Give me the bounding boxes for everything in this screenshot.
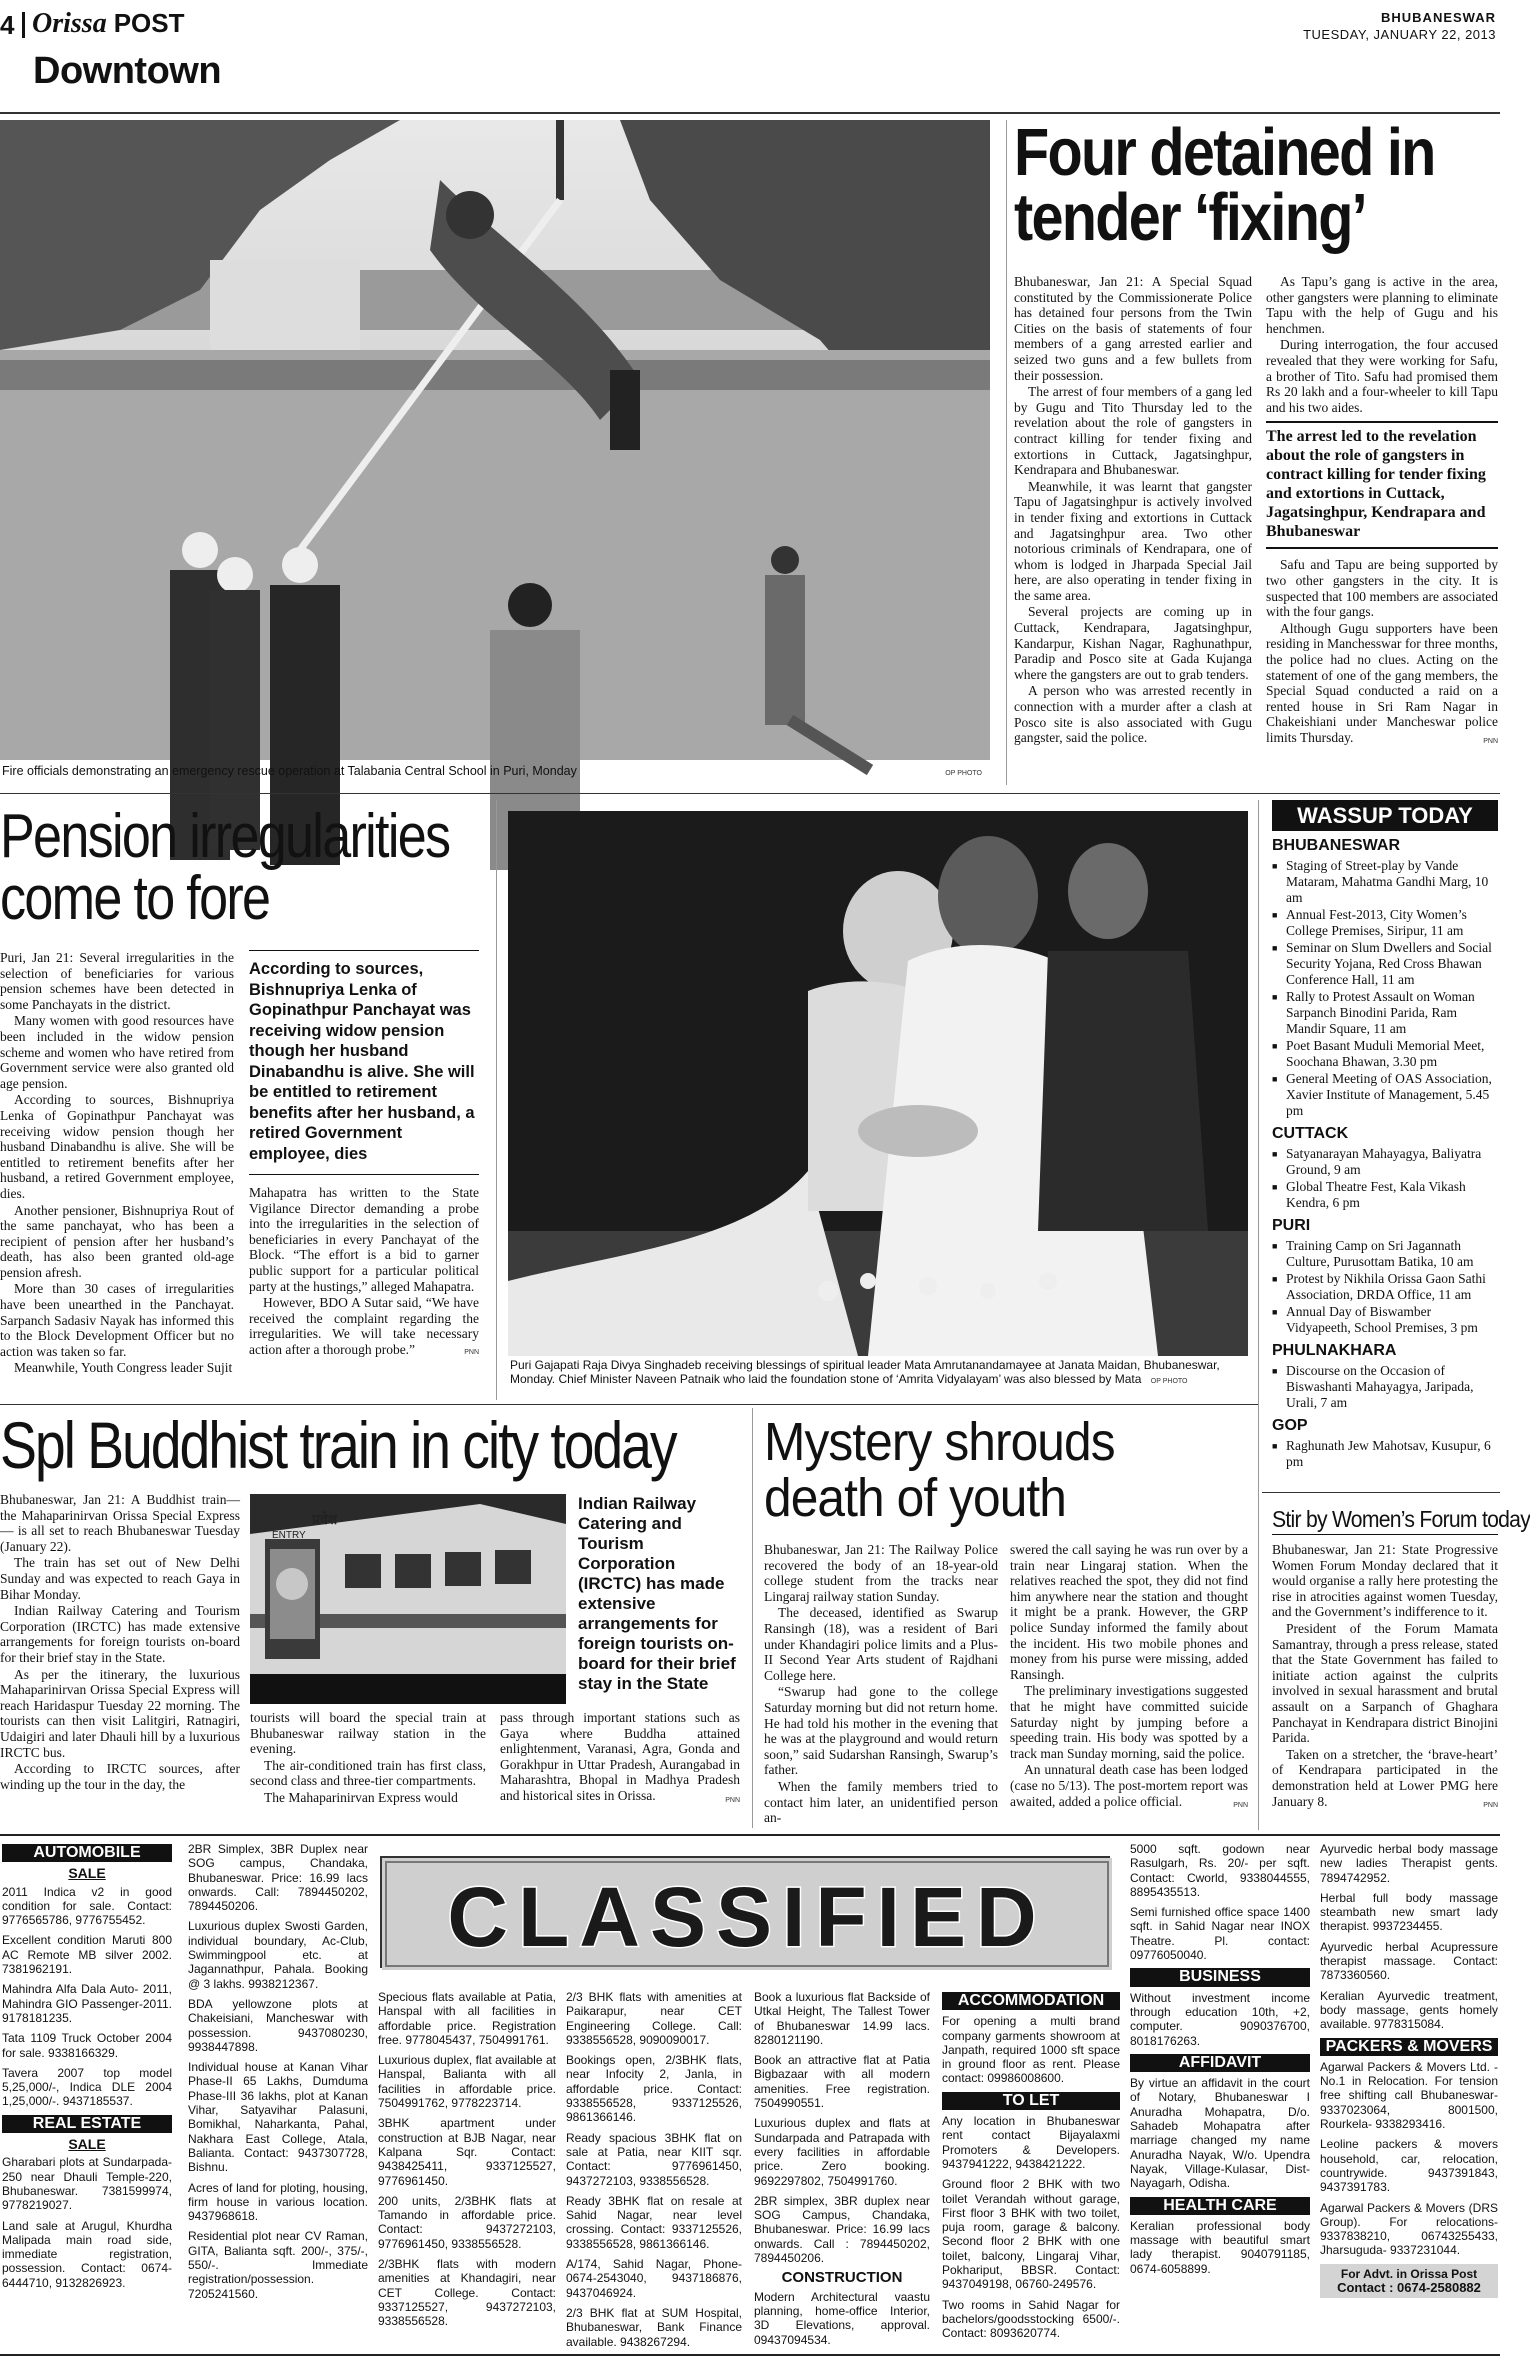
paragraph: Several projects are coming up in Cuttack, Kendrapara, Jagatsinghpur, Kandarpur, Kishan Nagar, Raghunathpur, Paradip and Posco site at Gada Kujanga where the gangsters are out to grab tenders. xyxy=(1014,604,1252,682)
caption-line: Puri Gajapati Raja Divya Singhadeb receiving blessings of spiritual leader Mata Amrutanandamayee at Janata Maidan, Bhubaneswar, xyxy=(510,1358,1220,1372)
classified-ad: Individual house at Kanan Vihar Phase-II 65 Lakhs, Dumduma Phase-III 36 lakhs, plot at Kanan Vihar, Satyavihar Palasuni, Bomikhal, Naharkanta, Pahal, Nakhara East College, Atala, Balianta. Contact: 9437307728, Bishnu. xyxy=(188,2060,368,2175)
column-rule xyxy=(752,1408,753,1828)
paragraph: As per the itinerary, the luxurious Mahaparinirvan Orissa Special Express will reach Haridaspur Tuesday 22 morning. The tourists can then visit Lalitgiri, Ratnagiri, Udaigiri and later Dhauli hill by a luxurious IRCTC bus. xyxy=(0,1666,240,1760)
classified-ad: For opening a multi brand company garments showroom at Janpath, required 1000 sft space in ground floor as rent. Please contact: 09986008600. xyxy=(942,2014,1120,2086)
wassup-city-name: PHULNAKHARA xyxy=(1272,1342,1397,1359)
event-item: ■ Staging of Street-play by Vande Mataram, Mahatma Gandhi Marg, 10 am xyxy=(1272,858,1498,906)
story2-headline xyxy=(0,802,470,933)
paragraph: The air-conditioned train has first class, second class and three-tier compartments. xyxy=(250,1757,486,1789)
category-band: HEALTH CARE xyxy=(1130,2197,1310,2215)
classified-ad: 200 units, 2/3BHK flats at Tamando in affordable price. Contact: 9437272103, 9776961450, 9338556528. xyxy=(378,2193,556,2251)
wassup-city-name: GOP xyxy=(1272,1417,1308,1434)
classified-ad: Ready 3BHK flat on resale at Sahid Nagar, near level crossing. Contact: 9337125526, 9338556528, 9861366146. xyxy=(566,2193,742,2251)
paragraph: Safu and Tapu are being supported by two other gangsters in the city. It is suspected that 100 members are associated with the four gangs. xyxy=(1266,557,1498,620)
classified-col1 xyxy=(2,1842,172,2296)
agency-tag: PNN xyxy=(464,1348,479,1356)
classified-ad: Ready spacious 3BHK flat on sale at Patia, near KIIT sqr. Contact: 9776961450, 9437272103, 9338556528. xyxy=(566,2130,742,2188)
classified-col7 xyxy=(1130,1842,1310,2282)
paragraph: Puri, Jan 21: Several irregularities in the selection of beneficiaries for various pension schemes have been detected in some Panchayats in the district. xyxy=(0,950,234,1012)
category-band: REAL ESTATE xyxy=(2,2115,172,2133)
story5-body xyxy=(1272,1542,1498,1814)
paragraph: The train has set out of New Delhi Sunday and was expected to reach Gaya in Bihar Monday. xyxy=(0,1555,240,1602)
classified-ad: Tavera 2007 top model 5,25,000/-, Indica DLE 2004 1,25,000/-. 9437185537. xyxy=(2,2065,172,2109)
paragraph: As Tapu’s gang is active in the area, other gangsters were planning to eliminate Tapu with the help of Gugu and his henchmen. xyxy=(1266,274,1498,336)
column-rule xyxy=(1006,120,1007,785)
classified-title: CLASSIFIED xyxy=(447,1870,1047,1964)
caption-line: Monday. Chief Minister Naveen Patnaik who laid the foundation stone of ‘Amrita Vidyalayam’ was also blessed by Mata xyxy=(510,1372,1142,1386)
paragraph: Another pensioner, Bishnupriya Rout of the same panchayat, who has been a recipient of pension after her husband’s death, has also been granted old-age pension afresh. xyxy=(0,1202,234,1280)
paragraph: tourists will board the special train at Bhubaneswar railway station in the evening. xyxy=(250,1710,486,1757)
event-item: ■ General Meeting of OAS Association, Xavier Institute of Management, 5.45 pm xyxy=(1272,1071,1498,1119)
classified-banner-art xyxy=(382,1858,1112,1970)
headline-line: death of youth xyxy=(764,1468,1067,1528)
classified-ad: BDA yellowzone plots at Chakeisiani, Mancheswar with possession. 9437080230, 9938447898. xyxy=(188,1996,368,2054)
story2-col1 xyxy=(0,950,234,1377)
train-photo xyxy=(250,1494,566,1704)
event-item: ■ Training Camp on Sri Jagannath Culture, Purusottam Batika, 10 am xyxy=(1272,1238,1498,1270)
story3-headline: Spl Buddhist train in city today xyxy=(0,1408,676,1482)
classified-ad: 2/3 BHK flats with amenities at Paikarapur, near CET Engineering College. Call: 9338556528, 9090090017. xyxy=(566,1990,742,2047)
masthead-rule xyxy=(0,112,1500,114)
paragraph: The Mahaparinirvan Express would xyxy=(264,1789,458,1805)
event-item: ■ Discourse on the Occasion of Biswashanti Mahayagya, Jaripada, Urali, 7 am xyxy=(1272,1363,1498,1411)
wassup-city xyxy=(1272,1217,1498,1336)
classified-ad: Gharabari plots at Sundarpada-250 near Dhauli Temple-220, Bhubaneswar. 7381599974, 9778219027. xyxy=(2,2155,172,2213)
paragraph: During interrogation, the four accused revealed that they were working for Safu, a brother of Tito. Safu had promised them Rs 20 lakh and a four-wheeler to kill Tapu and his two aides. xyxy=(1266,337,1498,415)
classified-ad: Keralian Ayurvedic treatment, body massage, gents homely available. 9778315084. xyxy=(1320,1988,1498,2032)
train-illustration xyxy=(250,1494,566,1704)
story4-col1 xyxy=(764,1542,998,1827)
event-item: ■ Seminar on Slum Dwellers and Social Security Yojana, Red Cross Bhawan Conference Hall, 11 am xyxy=(1272,940,1498,988)
paragraph: Meanwhile, it was learnt that gangster Tapu of Jagatsinghpur is actively involved in tender fixing and extortions in Cuttack and Jagatsinghpur area. Two other notorious criminals of Kendrapara, one of whom is lodged in Jharpada Special Jail here, are also operating in tender fixing in the same area. xyxy=(1014,478,1252,603)
classified-col6 xyxy=(942,1990,1120,2347)
paragraph: The deceased, identified as Swarup Ransingh (18), was a resident of Bari under Khandagiri police limits and a Plus-II Second Year Arts student of Rajdhani College here. xyxy=(764,1605,998,1683)
story4-col2 xyxy=(1010,1542,1248,1814)
page-number: 4 xyxy=(0,10,15,40)
story2-col2 xyxy=(249,950,479,1356)
event-item: ■ Satyanarayan Mahayagya, Baliyatra Ground, 9 am xyxy=(1272,1146,1498,1178)
category-band: AFFIDAVIT xyxy=(1130,2054,1310,2072)
column-rule xyxy=(496,800,497,1400)
classified-col5 xyxy=(754,1990,930,2353)
paragraph: Indian Railway Catering and Tourism Corporation (IRCTC) has made extensive arrangements for foreign tourists on-board for their brief stay in the State. xyxy=(0,1603,240,1665)
page-bottom-rule xyxy=(0,2354,1500,2356)
classified-ad: Agarwal Packers & Movers Ltd. - No.1 in Relocation. For tension free shifting call Bhubaneswar- 9337023064, 8001500, Rourkela- 9338293416. xyxy=(1320,2059,1498,2132)
fire-rescue-illustration xyxy=(0,120,990,760)
classified-ad: Two rooms in Sahid Nagar for bachelors/goodsstocking 6500/-. Contact: 8093620774. xyxy=(942,2297,1120,2341)
classified-ad: Modern Architectural vaastu planning, home-office Interior, 3D Elevations, approval. 09437094534. xyxy=(754,2289,930,2347)
event-item: ■ Protest by Nikhila Orissa Gaon Sathi Association, DRDA Office, 11 am xyxy=(1272,1271,1498,1303)
classified-col8 xyxy=(1320,1842,1498,2298)
paragraph: The arrest of four members of a gang led by Gugu and Tito Thursday led to the revelation about the role of gangsters in contract killing for tender fixing and extortions in Cuttack, Jagatsinghpur, Kendrapara and Bhubaneswar. xyxy=(1014,384,1252,478)
headline-line: Pension irregularities xyxy=(0,802,450,871)
wassup-box xyxy=(1272,800,1498,1471)
category-band: BUSINESS xyxy=(1130,1968,1310,1986)
classified-ad: Any location in Bhubaneswar rent contact Bijayalaxmi Promoters & Developers. 9437941222, 9438421222. xyxy=(942,2114,1120,2171)
classified-ad: Excellent condition Maruti 800 AC Remote MB silver 2002. 7381962191. xyxy=(2,1933,172,1977)
classified-ad: Herbal full body massage steambath new smart lady therapist. 9937234455. xyxy=(1320,1890,1498,1934)
category-band: AUTOMOBILE xyxy=(2,1844,172,1862)
classified-ad: 3BHK apartment under construction at BJB Nagar, near Kalpana Sqr. Contact: 9438425411, 9337125527, 9776961450. xyxy=(378,2116,556,2188)
classified-ad: Without investment income through education 10th, +2, computer. 9090376700, 8018176263. xyxy=(1130,1990,1310,2048)
story2-pullquote: According to sources, Bishnupriya Lenka of Gopinathpur Panchayat was receiving widow pension though her husband Dinabandhu is alive. She will be entitled to retirement benefits after her husband, a retired Government employee, dies xyxy=(249,950,479,1175)
story1-pullquote: The arrest led to the revelation about the role of gangsters in contract killing for tender fixing and extortions in Cuttack, Jagatsinghpur, Kendrapara and Bhubaneswar xyxy=(1266,421,1498,549)
paragraph: Bhubaneswar, Jan 21: A Buddhist train—the Mahaparinirvan Orissa Special Express— is all set to reach Bhubaneswar Tuesday (January 22). xyxy=(0,1492,240,1554)
paper-name-italic: Orissa xyxy=(32,8,107,39)
classified-ad: Book a luxurious flat Backside of Utkal Height, The Tallest Tower of Bhubaneswar 14.99 lacs. 8280121190. xyxy=(754,1990,930,2047)
blessing-illustration xyxy=(508,811,1248,1356)
story4-headline xyxy=(764,1414,1215,1526)
paragraph: When the family members tried to contact him later, an unidentified person an- xyxy=(764,1778,998,1826)
blessing-photo xyxy=(508,811,1248,1356)
masthead-divider xyxy=(22,12,25,38)
category-band: PACKERS & MOVERS xyxy=(1320,2038,1498,2056)
story1-col1 xyxy=(1014,274,1252,747)
paragraph: swered the call saying he was run over by a train near Lingaraj station. When the relatives reached the spot, they did not find him anywhere near the station and thought it might be a prank. However, the GRP police Sunday informed the family about the incident. His two mobile phones and money from his purse were missing, added Ransingh. xyxy=(1010,1542,1248,1682)
classified-ad: Semi furnished office space 1400 sqft. in Sahid Nagar near INOX Theatre. Pl. contact: 09776050040. xyxy=(1130,1905,1310,1963)
classified-ad: 5000 sqft. godown near Rasulgarh, Rs. 20/- per sqft. Contact: Cworld, 9338044555, 8895435513. xyxy=(1130,1842,1310,1899)
classified-ad: 2BR simplex, 3BR duplex near SOG Campus, Chandaka, Bhubaneswar. Price: 16.99 lacs onwards. Call : 7894450202, 7894450206. xyxy=(754,2193,930,2266)
paragraph: More than 30 cases of irregularities have been unearthed in the Panchayat. Sarpanch Sadasiv Nayak has informed this to the Block Development Officer but no action was taken so far. xyxy=(0,1281,234,1359)
event-item: ■ Rally to Protest Assault on Woman Sarpanch Binodini Parida, Ram Mandir Square, 11 am xyxy=(1272,989,1498,1037)
masthead xyxy=(0,0,1500,92)
classified-ad: Ayurvedic herbal Acupressure therapist massage. Contact: 7873360560. xyxy=(1320,1939,1498,1983)
section-rule xyxy=(1262,1492,1500,1493)
classified-ad: A/174, Sahid Nagar, Phone-0674-2543040, 9437186876, 9437046924. xyxy=(566,2257,742,2300)
category-band: TO LET xyxy=(942,2092,1120,2110)
paragraph: Mahapatra has written to the State Vigilance Director demanding a probe into the irregularities in the selection of beneficiaries in every Panchayat of the Block. “The effort is a bid to garner public support for a particular political party at the hustings,” alleged Mahapatra. xyxy=(249,1185,479,1294)
paragraph: pass through important stations such as Gaya where Buddha attained enlightenment, Varanasi, Agra, Gonda and Gorakhpur in Uttar Pradesh, Aurangabad in Maharashtra, Bhopal in Madhya Pradesh and historical sites in Orissa. xyxy=(500,1710,740,1803)
paper-name-caps: POST xyxy=(113,8,185,38)
headline-line: Four detained in xyxy=(1014,115,1435,190)
subcategory-label: SALE xyxy=(68,1865,106,1882)
story3-col3 xyxy=(500,1710,740,1808)
paragraph: Bhubaneswar, Jan 21: The Railway Police recovered the body of an 18-year-old college student from the tracks near Lingaraj railway station Sunday. xyxy=(764,1542,998,1604)
date-label: TUESDAY, JANUARY 22, 2013 xyxy=(1303,27,1496,42)
paragraph: An unnatural death case has been lodged (case no 5/13). The post-mortem report was awaited, added a police official. xyxy=(1010,1762,1248,1809)
event-item: ■ Poet Basant Muduli Memorial Meet, Soochana Bhawan, 3.30 pm xyxy=(1272,1038,1498,1070)
paragraph: Meanwhile, Youth Congress leader Sujit xyxy=(14,1360,233,1376)
section-title: Downtown xyxy=(33,50,222,92)
classified-ad: Luxurious duplex Swosti Garden, individual boundary, Ac-Club, Swimmingpool etc. at Jagannathpur, Pahala. Booking @ 3 lakhs. 9938212367. xyxy=(188,1919,368,1991)
wassup-city xyxy=(1272,1342,1498,1411)
agency-tag: PNN xyxy=(725,1796,740,1804)
classified-ad: Mahindra Alfa Dala Auto- 2011, Mahindra GIO Passenger-2011. 9178181235. xyxy=(2,1982,172,2025)
wassup-city-name: CUTTACK xyxy=(1272,1125,1349,1142)
blessing-photo-caption xyxy=(510,1358,1250,1389)
photo-credit: OP PHOTO xyxy=(945,770,982,777)
paragraph: According to sources, Bishnupriya Lenka of Gopinathpur Panchayat was receiving widow pension though her husband Dinabandhu is alive. She will be entitled to retirement benefits after her husband, a retired Government employee, dies. xyxy=(0,1092,234,1201)
story3-col2 xyxy=(250,1710,486,1807)
event-item: ■ Global Theatre Fest, Kala Vikash Kendra, 6 pm xyxy=(1272,1179,1498,1211)
fire-photo-caption xyxy=(2,764,982,779)
photo-credit: OP PHOTO xyxy=(1150,1378,1188,1385)
story3-pullquote: Indian Railway Catering and Tourism Corporation (IRCTC) has made extensive arrangements for foreign tourists on-board for their brief stay in the State xyxy=(578,1494,736,1693)
event-item: ■ Annual Day of Biswamber Vidyapeeth, School Premises, 3 pm xyxy=(1272,1304,1498,1336)
paragraph: Bhubaneswar, Jan 21: A Special Squad constituted by the Commissionerate Police has detained four persons from the Twin Cities on the basis of statements of four members of a gang arrested earlier and seized two guns and a few bullets from their possession. xyxy=(1014,274,1252,383)
subcategory-label: SALE xyxy=(68,2136,106,2153)
classified-ad: Bookings open, 2/3BHK flats, near Infocity 2, Janla, in affordable price. Contact: 9338556528, 9337125526, 9861366146. xyxy=(566,2053,742,2125)
classified-ad: Ayurvedic herbal body massage new ladies Therapist gents. 7894742952. xyxy=(1320,1842,1498,1885)
wassup-city-name: PURI xyxy=(1272,1217,1311,1234)
classified-ad: 2/3 BHK flat at SUM Hospital, Bhubaneswar, Bank Finance available. 9438267294. xyxy=(566,2305,742,2349)
headline-underline xyxy=(1272,1534,1498,1535)
classified-col3 xyxy=(378,1990,556,2335)
classified-banner xyxy=(380,1856,1110,1968)
headline-line: tender ‘fixing’ xyxy=(1014,180,1366,255)
paragraph: Bhubaneswar, Jan 21: State Progressive Women Forum Monday declared that it would organise a rally here protesting the rise in atrocities against women Tuesday, and the Government’s indifference to it. xyxy=(1272,1542,1498,1620)
advt-contact-phone: Contact : 0674-2580882 xyxy=(1337,2280,1481,2296)
story1-col2 xyxy=(1266,274,1498,750)
paragraph: A person who was arrested recently in connection with a murder after a clash at Posco site is also associated with Gugu gangster, said the police. xyxy=(1014,683,1252,746)
paragraph: Many women with good resources have been included in the widow pension scheme and women who have retired from Government service were also granted old age pension. xyxy=(0,1013,234,1091)
paragraph: “Swarup had gone to the college Saturday morning but did not return home. He had told his mother in the evening that he was at the playground and would return soon,” said Sudarshan Ransingh, Swarup’s father. xyxy=(764,1684,998,1778)
classified-ad: Keralian professional body massage with beautiful smart lady therapist. 9040791185, 0674-6058899. xyxy=(1130,2218,1310,2276)
train-sign-hindi: प्रवेश xyxy=(312,1512,338,1528)
classified-ad: Tata 1109 Truck October 2004 for sale. 9338166329. xyxy=(2,2031,172,2060)
agency-tag: PNN xyxy=(1233,1802,1248,1810)
train-sign-english: ENTRY xyxy=(272,1530,306,1541)
classified-ad: Luxurious duplex and flats at Sundarpada and Patrapada with every facilities in affordable price. Zero booking. 9692297802, 7504991760. xyxy=(754,2116,930,2188)
classified-ad: Book an attractive flat at Patia Bigbazaar with all modern amenities. Free registration. 7504990551. xyxy=(754,2053,930,2111)
classified-ad: Land sale at Arugul, Khurdha Malipada main road side, immediate registration, possession. Contact: 0674-6444710, 9132826923. xyxy=(2,2218,172,2290)
section-rule xyxy=(0,793,1500,794)
agency-tag: PNN xyxy=(1483,1802,1498,1810)
category-label: CONSTRUCTION xyxy=(781,2269,903,2287)
caption-text: Fire officials demonstrating an emergency rescue operation at Talabania Central School in Puri, Monday xyxy=(2,764,577,778)
paper-name xyxy=(32,8,185,40)
wassup-city xyxy=(1272,1125,1498,1211)
category-band: ACCOMMODATION xyxy=(942,1992,1120,2010)
classified-ad: Acres of land for ploting, housing, firm house in various location. 9437968618. xyxy=(188,2180,368,2224)
paragraph: President of the Forum Mamata Samantray, through a press release, stated that the State Government has failed to initiate action against the culprits involved in sexual harassment and brutal assault on a Sarpanch of Ghaghara Panchayat in Kendrapara district Binojini Parida. xyxy=(1272,1620,1498,1746)
city-label: BHUBANESWAR xyxy=(1381,10,1496,25)
advt-contact-line: For Advt. in Orissa Post xyxy=(1340,2266,1478,2281)
paragraph: Although Gugu supporters have been residing in Manchesswar for three months, the police had no clues. Acting on the statement of one of the gang members, the Special Squad conducted a raid on a rented house in Sri Ram Nagar in Chakeishiani under Mancheswar police limits Thursday. xyxy=(1266,620,1498,745)
paragraph: The preliminary investigations suggested that he might have committed suicide Saturday night by jumping before a speeding train. His body was spotted by a track man Sunday morning, said the police. xyxy=(1010,1683,1248,1761)
event-item: ■ Annual Fest-2013, City Women’s College Premises, Siripur, 11 am xyxy=(1272,907,1498,939)
headline-line: Mystery shrouds xyxy=(764,1412,1115,1472)
story5-headline: Stir by Women’s Forum today xyxy=(1272,1506,1530,1532)
classified-ad: Specious flats available at Patia, Hanspal with all facilities in affordable price. Registration free. 9778045437, 7504991761. xyxy=(378,1990,556,2047)
fire-rescue-photo xyxy=(0,120,990,760)
story3-col1 xyxy=(0,1492,240,1793)
section-rule xyxy=(0,1404,1258,1405)
classified-ad: 2011 Indica v2 in good condition for sale. Contact: 9776565786, 9776755452. xyxy=(2,1884,172,1928)
classified-top-rule xyxy=(0,1834,1500,1836)
classified-col4 xyxy=(566,1990,742,2355)
paragraph: Taken on a stretcher, the ‘brave-heart’ of Kendrapara participated in the demonstration held at Lower PMG here January 8. xyxy=(1272,1746,1498,1809)
agency-tag: PNN xyxy=(1483,738,1498,746)
classified-ad: Residential plot near CV Raman, GITA, Balianta sqft. 200/-, 375/-, 550/-. Immediate registration/possession. 7205241560. xyxy=(188,2229,368,2301)
column-rule xyxy=(1258,800,1259,1830)
classified-ad: 2/3BHK flats with modern amenities at Khandagiri, near CET College. Contact: 9337125527, 9437272103, 9338556528. xyxy=(378,2257,556,2329)
classified-col2 xyxy=(188,1842,368,2307)
advt-contact-box xyxy=(1320,2264,1498,2299)
classified-ad: By virtue an affidavit in the court of Notary, Bhubaneswar I Anuradha Mohapatra, D/o. Sahadeb Mohapatra after marriage changed my name Anuradha Nayak, W/o. Upendra Nayak, Village-Kulasar, Dist- Nayagarh, Odisha. xyxy=(1130,2076,1310,2191)
event-item: ■ Raghunath Jew Mahotsav, Kusupur, 6 pm xyxy=(1272,1438,1498,1470)
wassup-city xyxy=(1272,837,1498,1119)
wassup-city-name: BHUBANESWAR xyxy=(1272,837,1400,854)
classified-ad: Luxurious duplex, flat available at Hanspal, Balianta with all facilities in affordable price. 7504991762, 9778223714. xyxy=(378,2053,556,2111)
classified-ad: 2BR Simplex, 3BR Duplex near SOG campus, Chandaka, Bhubaneswar. Price: 16.99 lacs onwards. Call: 7894450202, 7894450206. xyxy=(188,1842,368,1914)
classified-ad: Ground floor 2 BHK with two toilet Verandah without garage, First floor 3 BHK with two toilet, puja room, garage & balcony. Second floor 2 BHK with one toilet, balcony, Lingaraj Vihar, Pokhariput, BBSR. Contact: 9437049198, 06760-249576. xyxy=(942,2177,1120,2292)
classified-ad: Leoline packers & movers household, car, relocation, countrywide. 9437391843, 9437391783. xyxy=(1320,2137,1498,2195)
wassup-city xyxy=(1272,1417,1498,1470)
wassup-title: WASSUP TODAY xyxy=(1272,800,1498,831)
headline-line: come to fore xyxy=(0,864,270,933)
paragraph: According to IRCTC sources, after winding up the tour in the day, the xyxy=(0,1761,240,1792)
classified-ad: Agarwal Packers & Movers (DRS Group). For relocations- 9337838210, 06743255433, Jharsuguda- 9337231044. xyxy=(1320,2200,1498,2258)
story1-headline xyxy=(1014,115,1435,255)
paragraph: However, BDO A Sutar said, “We have received the complaint regarding the irregularities. We will take necessary action after a thorough probe.” xyxy=(249,1295,479,1357)
